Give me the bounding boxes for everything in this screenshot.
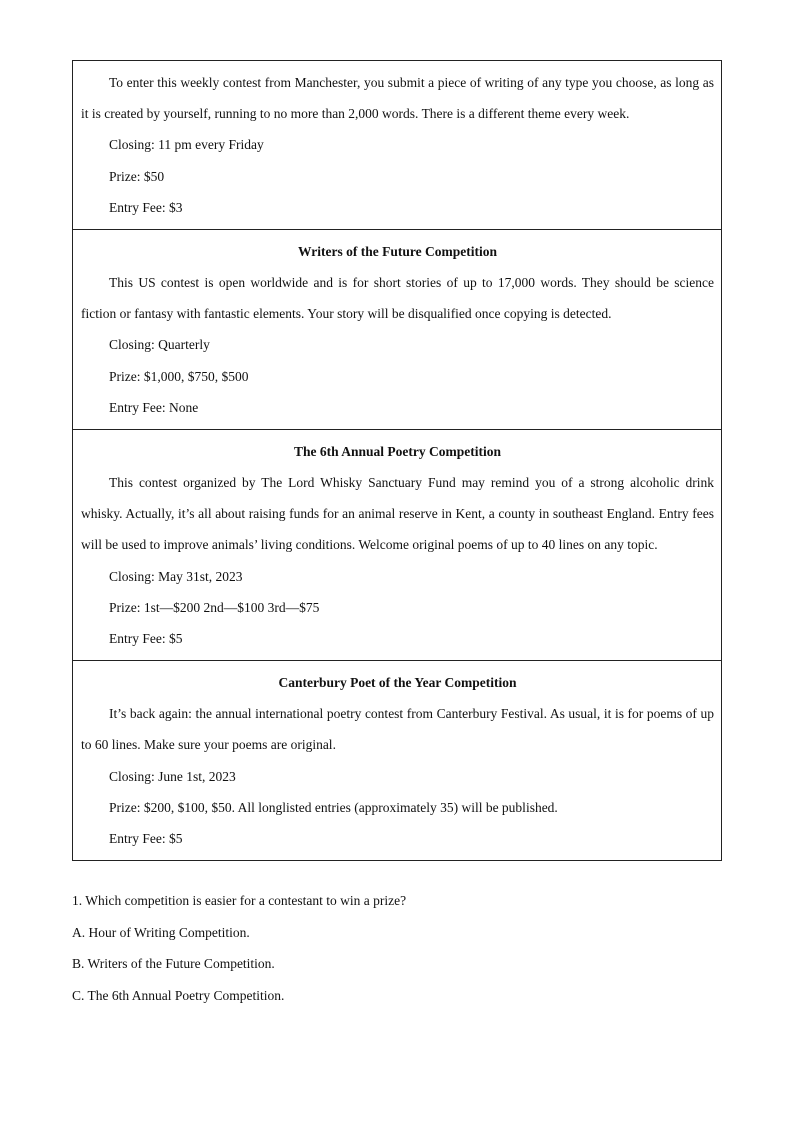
competition-block-3 <box>73 429 721 660</box>
competition-title: Canterbury Poet of the Year Competition <box>278 675 517 691</box>
option-a[interactable]: A. Hour of Writing Competition. <box>72 924 250 940</box>
entry-fee-line: Entry Fee: $3 <box>109 199 183 215</box>
option-b[interactable]: B. Writers of the Future Competition. <box>72 956 275 971</box>
competition-description: It’s back again: the annual international poetry contest from Canterbury Festival. As usual, it is for poems of up to 60 lines. Make sure your poems are original. <box>81 706 714 753</box>
closing-line: Closing: May 31st, 2023 <box>109 568 243 584</box>
competition-description: This US contest is open worldwide and is for short stories of up to 17,000 words. They should be science fiction or fantasy with fantastic elements. Your story will be disqualified once copying is detected. <box>81 275 714 322</box>
entry-fee-line: Entry Fee: None <box>109 399 199 415</box>
prize-line: Prize: $200, $100, $50. All longlisted entries (approximately 35) will be published. <box>109 799 558 815</box>
competition-title: The 6th Annual Poetry Competition <box>293 444 501 460</box>
option-c[interactable]: C. The 6th Annual Poetry Competition. <box>72 987 285 1003</box>
entry-fee-line: Entry Fee: $5 <box>109 831 183 847</box>
question-stem: 1. Which competition is easier for a contestant to win a prize? <box>72 893 407 908</box>
competition-block-2 <box>73 229 721 429</box>
competition-title: Writers of the Future Competition <box>298 244 497 260</box>
prize-line: Prize: $50 <box>109 168 165 184</box>
competitions-table <box>72 60 722 861</box>
competition-description: This contest organized by The Lord Whisky Sanctuary Fund may remind you of a strong alcoholic drink whisky. Actually, it’s all about raising funds for an animal reserve in Kent, a county in southeast England. Entry fees will be used to improve animals’ living conditions. Welcome original poems of up to 40 lines on any topic. <box>81 475 714 553</box>
competition-block-1 <box>73 61 721 229</box>
closing-line: Closing: June 1st, 2023 <box>109 768 236 784</box>
prize-line: Prize: 1st—$200 2nd—$100 3rd—$75 <box>109 599 320 615</box>
prize-line: Prize: $1,000, $750, $500 <box>109 368 249 384</box>
competition-block-4 <box>73 660 721 860</box>
competition-description: To enter this weekly contest from Manchester, you submit a piece of writing of any type you choose, as long as it is created by yourself, running to no more than 2,000 words. There is a different theme every week. <box>81 75 714 122</box>
entry-fee-line: Entry Fee: $5 <box>109 631 183 647</box>
question-section <box>72 885 722 1011</box>
closing-line: Closing: 11 pm every Friday <box>109 137 264 153</box>
closing-line: Closing: Quarterly <box>109 337 210 353</box>
